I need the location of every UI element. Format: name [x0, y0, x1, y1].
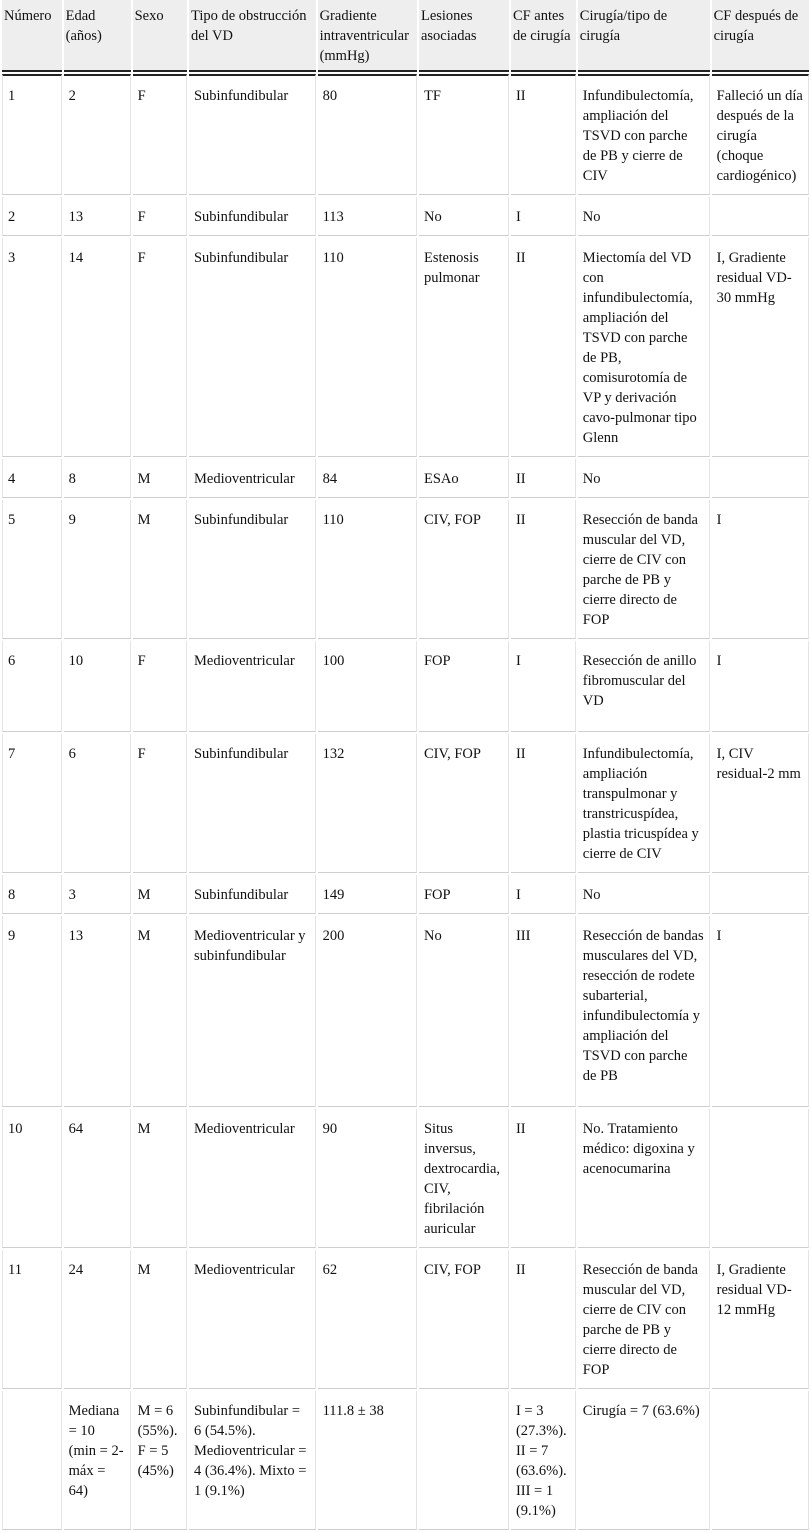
- table-cell: II: [511, 1250, 576, 1389]
- table-cell: 110: [318, 500, 417, 639]
- table-cell: II: [511, 74, 576, 195]
- table-cell: No: [578, 459, 710, 498]
- column-header: Gradiente intraventricular (mmHg): [318, 0, 417, 72]
- table-cell: 4: [2, 459, 62, 498]
- table-cell: I, Gradiente residual VD-12 mmHg: [712, 1250, 809, 1389]
- table-row: [2, 1109, 809, 1248]
- table-row: [2, 459, 809, 498]
- table-cell: 24: [64, 1250, 131, 1389]
- table-cell: II: [511, 1109, 576, 1248]
- table-cell: 149: [318, 875, 417, 914]
- table-cell: Subinfundibular: [189, 500, 316, 639]
- table-cell: Miectomía del VD con infundibulectomía, ampliación del TSVD con parche de PB, comisurotomía de VP y derivación cavo-pulmonar tipo Glenn: [578, 238, 710, 457]
- table-cell: II: [511, 238, 576, 457]
- table-body: [2, 74, 809, 1530]
- table-cell: M: [133, 459, 187, 498]
- table-cell: 62: [318, 1250, 417, 1389]
- table-cell: Subinfundibular: [189, 238, 316, 457]
- table-cell: [712, 875, 809, 914]
- table-cell: M: [133, 875, 187, 914]
- table-row: [2, 197, 809, 236]
- table-cell: 100: [318, 641, 417, 732]
- column-header: Número: [2, 0, 62, 72]
- column-header: Sexo: [133, 0, 187, 72]
- table-cell: [712, 459, 809, 498]
- table-cell: [712, 197, 809, 236]
- table-cell: ESAo: [419, 459, 509, 498]
- table-cell: M: [133, 1109, 187, 1248]
- table-row: [2, 238, 809, 457]
- table-cell: Medioventricular: [189, 1250, 316, 1389]
- table-row: [2, 734, 809, 873]
- table-cell: Subinfundibular: [189, 197, 316, 236]
- table-cell: Medioventricular: [189, 641, 316, 732]
- column-header: Edad (años): [64, 0, 131, 72]
- table-cell: M: [133, 500, 187, 639]
- table-cell: I: [712, 641, 809, 732]
- table-cell: Infundibulectomía, ampliación del TSVD con parche de PB y cierre de CIV: [578, 74, 710, 195]
- summary-row: [2, 1391, 809, 1530]
- table-cell: Resección de anillo fibromuscular del VD: [578, 641, 710, 732]
- table-cell: 6: [2, 641, 62, 732]
- table-cell: 5: [2, 500, 62, 639]
- table-cell: 111.8 ± 38: [318, 1391, 417, 1530]
- table-cell: II: [511, 459, 576, 498]
- table-cell: 2: [64, 74, 131, 195]
- column-header: CF antes de cirugía: [511, 0, 576, 72]
- column-header: Tipo de obstrucción del VD: [189, 0, 316, 72]
- table-cell: Resección de bandas musculares del VD, resección de rodete subarterial, infundibulectomía y ampliación del TSVD con parche de PB: [578, 916, 710, 1107]
- table-cell: [419, 1391, 509, 1530]
- table-cell: Subinfundibular: [189, 74, 316, 195]
- table-cell: F: [133, 734, 187, 873]
- table-cell: F: [133, 74, 187, 195]
- table-cell: Resección de banda muscular del VD, cierre de CIV con parche de PB y cierre directo de FOP: [578, 1250, 710, 1389]
- table-cell: No: [419, 916, 509, 1107]
- table-cell: M = 6 (55%). F = 5 (45%): [133, 1391, 187, 1530]
- table-cell: CIV, FOP: [419, 1250, 509, 1389]
- table-cell: Medioventricular: [189, 459, 316, 498]
- table-cell: M: [133, 916, 187, 1107]
- table-cell: F: [133, 641, 187, 732]
- table-cell: 84: [318, 459, 417, 498]
- table-cell: 11: [2, 1250, 62, 1389]
- table-cell: II: [511, 500, 576, 639]
- table-cell: Medioventricular: [189, 1109, 316, 1248]
- table-cell: 3: [2, 238, 62, 457]
- table-row: [2, 875, 809, 914]
- table-header-row: [2, 0, 809, 72]
- table-cell: No. Tratamiento médico: digoxina y acenocumarina: [578, 1109, 710, 1248]
- table-cell: 9: [2, 916, 62, 1107]
- table-cell: 6: [64, 734, 131, 873]
- table-cell: I: [712, 916, 809, 1107]
- table-cell: I: [712, 500, 809, 639]
- table-cell: CIV, FOP: [419, 500, 509, 639]
- table-cell: Resección de banda muscular del VD, cierre de CIV con parche de PB y cierre directo de FOP: [578, 500, 710, 639]
- table-cell: 3: [64, 875, 131, 914]
- table-cell: TF: [419, 74, 509, 195]
- column-header: CF después de cirugía: [712, 0, 809, 72]
- table-cell: No: [578, 875, 710, 914]
- table-cell: I: [511, 641, 576, 732]
- table-cell: 8: [2, 875, 62, 914]
- table-cell: F: [133, 238, 187, 457]
- table-row: [2, 500, 809, 639]
- table-cell: I = 3 (27.3%). II = 7 (63.6%). III = 1 (9.1%): [511, 1391, 576, 1530]
- table-cell: 10: [2, 1109, 62, 1248]
- table-cell: 200: [318, 916, 417, 1107]
- table-cell: No: [419, 197, 509, 236]
- table-cell: Medioventricular y subinfundibular: [189, 916, 316, 1107]
- table-row: [2, 641, 809, 732]
- table-cell: 90: [318, 1109, 417, 1248]
- table-cell: Cirugía = 7 (63.6%): [578, 1391, 710, 1530]
- table-cell: 2: [2, 197, 62, 236]
- table-cell: 7: [2, 734, 62, 873]
- table-cell: I, Gradiente residual VD-30 mmHg: [712, 238, 809, 457]
- table-cell: No: [578, 197, 710, 236]
- table-cell: 14: [64, 238, 131, 457]
- table-cell: 13: [64, 197, 131, 236]
- table-cell: II: [511, 734, 576, 873]
- table-cell: FOP: [419, 641, 509, 732]
- table-cell: Infundibulectomía, ampliación transpulmonar y transtricuspídea, plastia tricuspídea y cierre de CIV: [578, 734, 710, 873]
- table-cell: 132: [318, 734, 417, 873]
- table-cell: 9: [64, 500, 131, 639]
- table-cell: F: [133, 197, 187, 236]
- table-cell: [712, 1109, 809, 1248]
- table-row: [2, 916, 809, 1107]
- table-cell: Mediana = 10 (min = 2-máx = 64): [64, 1391, 131, 1530]
- table-cell: 13: [64, 916, 131, 1107]
- table-cell: I, CIV residual-2 mm: [712, 734, 809, 873]
- table-cell: 64: [64, 1109, 131, 1248]
- table-cell: 10: [64, 641, 131, 732]
- table-cell: III: [511, 916, 576, 1107]
- table-cell: Subinfundibular = 6 (54.5%). Medioventricular = 4 (36.4%). Mixto = 1 (9.1%): [189, 1391, 316, 1530]
- table-cell: Situs inversus, dextrocardia, CIV, fibrilación auricular: [419, 1109, 509, 1248]
- table-cell: 80: [318, 74, 417, 195]
- column-header: Lesiones asociadas: [419, 0, 509, 72]
- table-cell: 113: [318, 197, 417, 236]
- table-cell: 1: [2, 74, 62, 195]
- table-cell: CIV, FOP: [419, 734, 509, 873]
- table-row: [2, 74, 809, 195]
- table-cell: M: [133, 1250, 187, 1389]
- table-cell: Subinfundibular: [189, 734, 316, 873]
- table-cell: [2, 1391, 62, 1530]
- table-cell: Falleció un día después de la cirugía (choque cardiogénico): [712, 74, 809, 195]
- table-cell: Estenosis pulmonar: [419, 238, 509, 457]
- table-cell: FOP: [419, 875, 509, 914]
- table-cell: Subinfundibular: [189, 875, 316, 914]
- table-cell: I: [511, 875, 576, 914]
- table-cell: 8: [64, 459, 131, 498]
- table-cell: I: [511, 197, 576, 236]
- column-header: Cirugía/tipo de cirugía: [578, 0, 710, 72]
- table-row: [2, 1250, 809, 1389]
- table-cell: 110: [318, 238, 417, 457]
- table-cell: [712, 1391, 809, 1530]
